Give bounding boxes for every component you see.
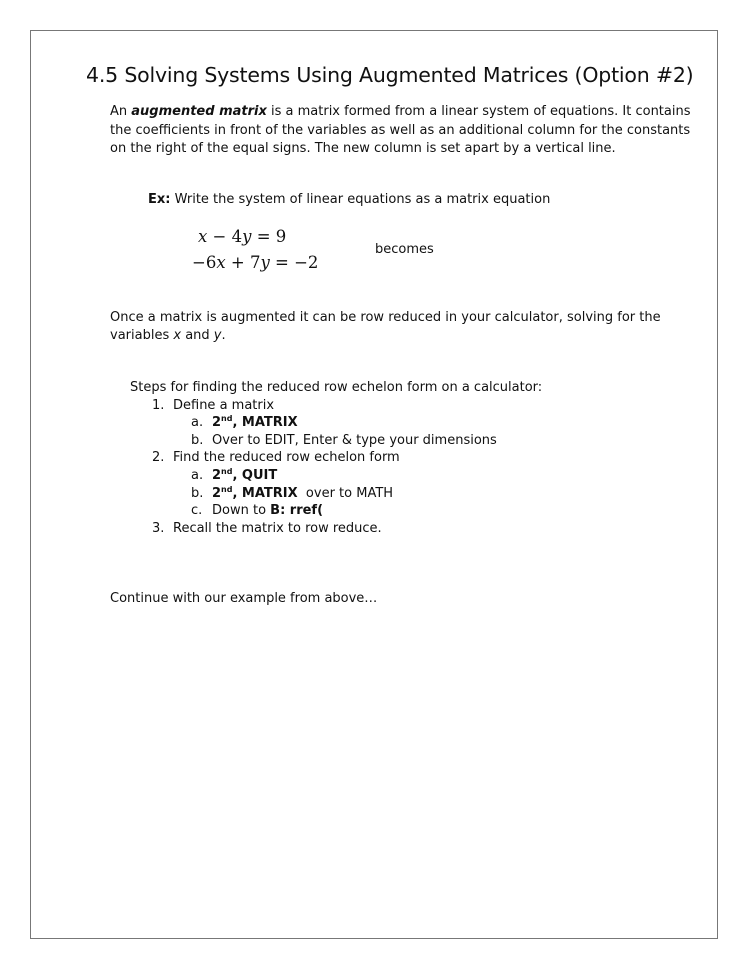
step-3-text: Recall the matrix to row reduce. [173, 521, 382, 536]
op: + 7 [225, 253, 261, 272]
text: Down to [212, 503, 271, 518]
op: = 9 [251, 227, 287, 246]
reduce-line-1: Once a matrix is augmented it can be row reduced in your calculator, solving for the [110, 310, 661, 325]
coef: −6 [192, 253, 217, 272]
bold: 2 [212, 486, 222, 501]
bold: B: rref( [270, 503, 324, 518]
example-prompt [148, 191, 550, 209]
text: Write the system of linear equations as a matrix equation [170, 192, 551, 207]
step-2c-text [212, 502, 323, 520]
step-1a-text [212, 414, 298, 432]
step-2-num: 2. [152, 450, 165, 465]
step-1b-text: Over to EDIT, Enter & type your dimensions [212, 433, 497, 448]
text: is a matrix formed from a linear system of equations. It contains [266, 104, 691, 119]
var: y [242, 227, 252, 246]
intro-line-1 [110, 103, 691, 121]
text: and [181, 328, 214, 343]
term-augmented-matrix: augmented matrix [131, 104, 267, 119]
step-2c-num: c. [191, 503, 203, 518]
bold: , MATRIX [232, 486, 298, 501]
step-2a-num: a. [191, 468, 204, 483]
var-x: x [173, 328, 182, 343]
intro-line-2: the coefficients in front of the variables as well as an additional column for the constants [110, 123, 691, 138]
bold: , QUIT [232, 468, 278, 483]
steps-heading: Steps for finding the reduced row echelon form on a calculator: [130, 380, 543, 395]
equation-1 [198, 226, 286, 248]
sup: nd [221, 467, 233, 476]
var: y [260, 253, 270, 272]
sup: nd [221, 414, 233, 423]
step-2a-text [212, 467, 277, 485]
example-label: Ex: [148, 192, 171, 207]
text: variables [110, 328, 174, 343]
intro-line-3: on the right of the equal signs. The new column is set apart by a vertical line. [110, 141, 616, 156]
step-1b-num: b. [191, 433, 204, 448]
step-1-num: 1. [152, 398, 165, 413]
step-2-text: Find the reduced row echelon form [173, 450, 400, 465]
reduce-line-2 [110, 327, 226, 345]
equation-2 [192, 252, 318, 274]
text: over to MATH [297, 486, 394, 501]
sup: nd [221, 485, 233, 494]
continue-text: Continue with our example from above… [110, 591, 378, 606]
text: . [221, 328, 226, 343]
page-title: 4.5 Solving Systems Using Augmented Matrices (Option #2) [86, 63, 694, 87]
bold: 2 [212, 415, 222, 430]
step-2b-num: b. [191, 486, 204, 501]
step-3-num: 3. [152, 521, 165, 536]
becomes-label: becomes [375, 242, 434, 257]
step-1-text: Define a matrix [173, 398, 275, 413]
var: x [216, 253, 226, 272]
step-2b-text [212, 485, 393, 503]
var-y: y [213, 328, 222, 343]
var: x [198, 227, 208, 246]
op: − 4 [207, 227, 243, 246]
step-1a-num: a. [191, 415, 204, 430]
bold: 2 [212, 468, 222, 483]
text: An [110, 104, 132, 119]
op: = −2 [269, 253, 319, 272]
bold: , MATRIX [232, 415, 298, 430]
